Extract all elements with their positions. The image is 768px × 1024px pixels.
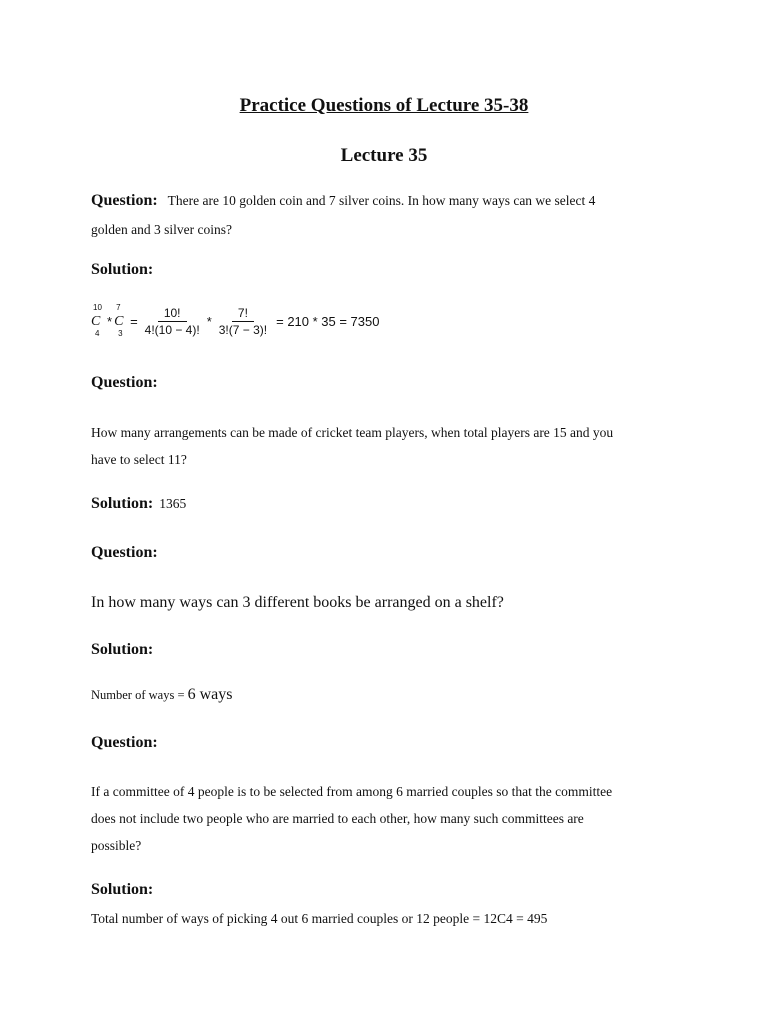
question-4-text: If a committee of 4 people is to be selected from among 6 married couples so that the committee does not include two people who are married to each other, how many such committees are possible? [91,784,613,853]
solution-1-label: Solution: [91,261,154,278]
combination-formula: 10 C 4 * 7 C 3 = $\frac{10!}{4!(10 - 4)!}$ * $\frac{7!}{3!(7 - 3)!}$ = 210 * 35 = 7350 [91,303,380,338]
solution-4-text: Total number of ways of picking 4 out 6 married couples or 12 people = 12C4 = 495 [91,911,548,926]
question-2-text: How many arrangements can be made of cricket team players, when total players are 15 and you have to select 11? [91,425,614,467]
combination-10-choose-4: 10 C 4 [91,303,102,338]
solution-value: 1365 [159,496,187,511]
question-3-label: Question: [91,544,158,561]
solution-2 [91,495,186,513]
question-1 [91,192,595,210]
solution-3-label: Solution: [91,641,154,658]
page-title: Practice Questions of Lecture 35-38 [239,95,529,116]
question-3-text: In how many ways can 3 different books be arranged on a shelf? [91,594,504,611]
combination-7-choose-3: 7 C 3 [114,303,124,338]
question-1-continued: golden and 3 silver coins? [91,222,232,237]
solution-3: Number of ways = 6 ways [91,686,233,703]
question-text: There are 10 golden coin and 7 silver coins. In how many ways can we select 4 [167,193,596,208]
question-label: Question: [91,192,158,209]
formula-result: = 210 * 35 = 7350 [276,313,380,329]
solution-label: Solution: [91,495,154,512]
lecture-heading: Lecture 35 [340,145,428,166]
question-2-label: Question: [91,374,158,391]
question-4-label: Question: [91,734,158,751]
solution-4-label: Solution: [91,881,154,898]
fraction-7-factorial: $\frac{7!}{3!(7 - 3)!}$ [218,305,268,337]
fraction-10-factorial: $\frac{10!}{4!(10 - 4)!}$ [144,305,200,337]
